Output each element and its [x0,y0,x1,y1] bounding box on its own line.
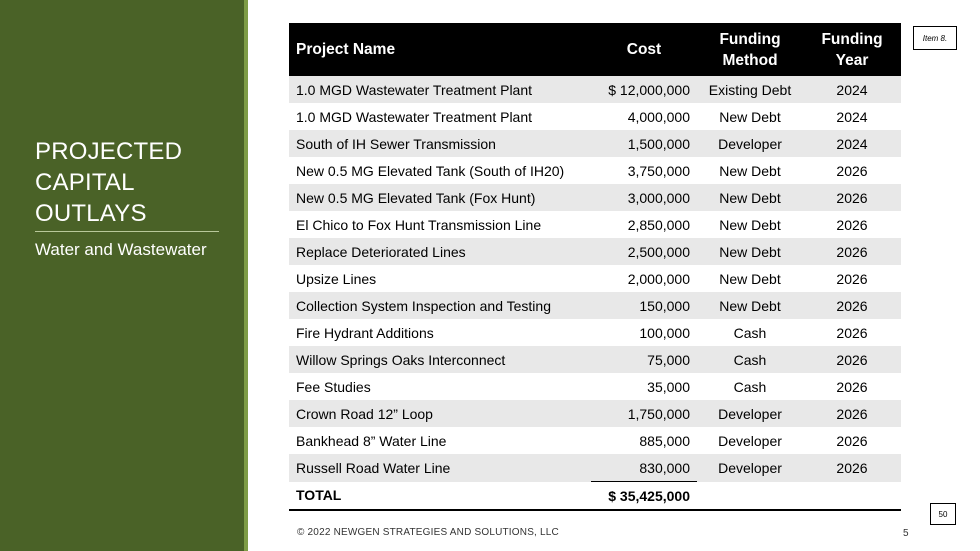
cell-funding-method: New Debt [697,292,803,319]
cell-cost: 150,000 [591,292,697,319]
cell-project-name: Upsize Lines [289,265,591,292]
cell-funding-method: Developer [697,400,803,427]
cell-project-name: South of IH Sewer Transmission [289,130,591,157]
header-project-name: Project Name [289,23,591,76]
cell-funding-year: 2026 [803,400,901,427]
cell-project-name: Russell Road Water Line [289,454,591,482]
header-funding-method: Funding Method [697,23,803,76]
cell-cost: 35,000 [591,373,697,400]
cell-funding-year: 2026 [803,319,901,346]
table-row [289,238,901,265]
item-badge: Item 8. [913,26,957,50]
cell-project-name: Replace Deteriorated Lines [289,238,591,265]
table-row [289,184,901,211]
packet-page-badge: 50 [930,503,956,525]
cell-cost: 3,750,000 [591,157,697,184]
cell-funding-method: Cash [697,346,803,373]
table-row [289,346,901,373]
cell-cost: 1,500,000 [591,130,697,157]
cell-cost: 1,750,000 [591,400,697,427]
table-row [289,130,901,157]
cell-funding-method: Cash [697,319,803,346]
cell-project-name: Willow Springs Oaks Interconnect [289,346,591,373]
cell-funding-method: New Debt [697,103,803,130]
cell-cost: 2,500,000 [591,238,697,265]
header-funding-year: Funding Year [803,23,901,76]
slide-title: PROJECTED CAPITAL OUTLAYS [35,138,183,227]
cell-funding-year: 2026 [803,373,901,400]
table-row [289,319,901,346]
slide-subtitle: Water and Wastewater [35,240,207,259]
cell-funding-method: Existing Debt [697,76,803,103]
table-row [289,427,901,454]
cell-cost: $ 12,000,000 [591,76,697,103]
cell-project-name: Fire Hydrant Additions [289,319,591,346]
cell-project-name: Crown Road 12” Loop [289,400,591,427]
cell-project-name: El Chico to Fox Hunt Transmission Line [289,211,591,238]
table-row [289,265,901,292]
cell-funding-method: Developer [697,427,803,454]
cell-cost: 100,000 [591,319,697,346]
cell-project-name: Bankhead 8” Water Line [289,427,591,454]
cell-project-name: 1.0 MGD Wastewater Treatment Plant [289,76,591,103]
table-row [289,157,901,184]
cell-funding-year: 2024 [803,103,901,130]
title-divider [35,231,219,232]
cell-funding-method: Cash [697,373,803,400]
cell-funding-method: New Debt [697,238,803,265]
cell-funding-year: 2026 [803,427,901,454]
sidebar-accent-stripe [244,0,248,551]
cell-cost: 75,000 [591,346,697,373]
cell-funding-method: Developer [697,130,803,157]
cell-cost: 885,000 [591,427,697,454]
cell-funding-year: 2026 [803,211,901,238]
copyright-footer: © 2022 NEWGEN STRATEGIES AND SOLUTIONS, LLC [297,527,559,538]
cell-funding-year: 2026 [803,265,901,292]
total-method-cell [697,482,803,511]
total-label: TOTAL [289,482,591,511]
cell-funding-year: 2026 [803,454,901,482]
cell-project-name: New 0.5 MG Elevated Tank (South of IH20) [289,157,591,184]
cell-cost: 3,000,000 [591,184,697,211]
cell-cost: 2,000,000 [591,265,697,292]
title-sidebar [0,0,244,551]
cell-project-name: Collection System Inspection and Testing [289,292,591,319]
total-year-cell [803,482,901,511]
table-body [289,76,901,482]
total-cost: $ 35,425,000 [591,482,697,511]
cell-funding-method: New Debt [697,211,803,238]
table-row [289,373,901,400]
table-row [289,211,901,238]
table-row [289,400,901,427]
table-row [289,76,901,103]
cell-project-name: New 0.5 MG Elevated Tank (Fox Hunt) [289,184,591,211]
cell-funding-year: 2026 [803,292,901,319]
cell-cost: 2,850,000 [591,211,697,238]
table-row [289,292,901,319]
cell-funding-method: New Debt [697,265,803,292]
cell-funding-year: 2026 [803,184,901,211]
slide-page-number: 5 [903,528,909,539]
table-header-row [289,23,901,76]
cell-funding-method: New Debt [697,184,803,211]
cell-funding-year: 2026 [803,157,901,184]
table-row [289,454,901,482]
table-row [289,103,901,130]
cell-project-name: 1.0 MGD Wastewater Treatment Plant [289,103,591,130]
total-row [289,482,901,511]
cell-funding-year: 2026 [803,238,901,265]
cell-funding-method: New Debt [697,157,803,184]
cell-project-name: Fee Studies [289,373,591,400]
cell-funding-year: 2024 [803,76,901,103]
cell-funding-year: 2024 [803,130,901,157]
cell-funding-year: 2026 [803,346,901,373]
cell-cost: 4,000,000 [591,103,697,130]
cell-cost: 830,000 [591,454,697,482]
capital-outlays-table [289,23,901,511]
cell-funding-method: Developer [697,454,803,482]
header-cost: Cost [591,23,697,76]
